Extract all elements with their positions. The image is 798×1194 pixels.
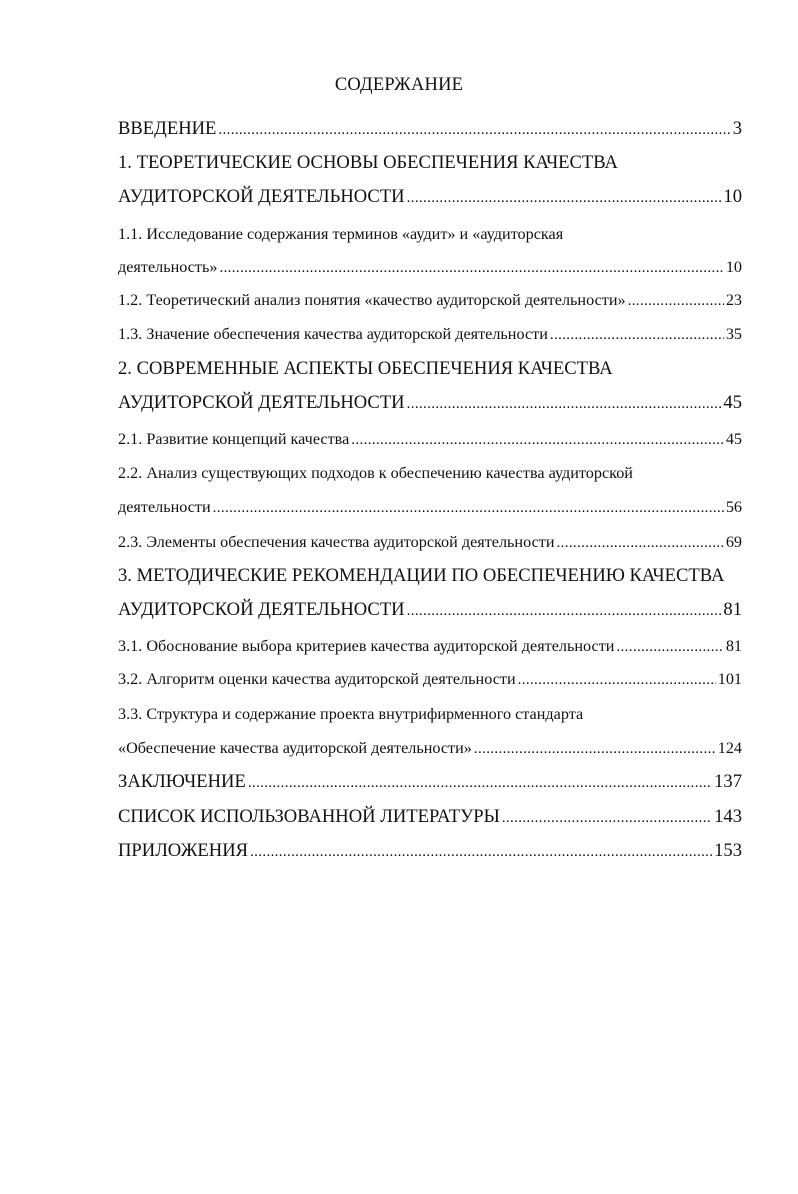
dot-leader <box>474 735 716 762</box>
toc-page-number: 124 <box>717 739 742 757</box>
dot-leader <box>213 494 724 521</box>
toc-page-number: 45 <box>725 430 742 448</box>
dot-leader <box>407 390 722 417</box>
toc-entry-label: «Обеспечение качества аудиторской деятельности» <box>118 739 472 757</box>
toc-entry-label: 1. ТЕОРЕТИЧЕСКИЕ ОСНОВЫ ОБЕСПЕЧЕНИЯ КАЧЕСТВА <box>118 152 618 173</box>
dot-leader <box>407 184 722 211</box>
toc-entry-label: деятельность» <box>118 258 218 276</box>
toc-page-number: 45 <box>723 392 742 413</box>
toc-entry-label: 2.2. Анализ существующих подходов к обеспечению качества аудиторской <box>118 464 633 482</box>
toc-entry-label: ЗАКЛЮЧЕНИЕ <box>118 771 246 792</box>
dot-leader <box>250 838 712 865</box>
toc-entry-conclusion <box>118 769 742 796</box>
toc-page-number: 81 <box>725 637 742 655</box>
dot-leader <box>407 597 722 624</box>
dot-leader <box>628 287 724 314</box>
toc-page-number: 23 <box>725 291 742 309</box>
dot-leader <box>550 321 724 348</box>
dot-leader <box>557 529 724 556</box>
toc-entry-label: ВВЕДЕНИЕ <box>118 118 217 139</box>
dot-leader <box>616 633 723 660</box>
toc-section-1-1-heading <box>118 221 742 247</box>
toc-chapter-2-heading <box>118 356 742 382</box>
toc-entry-label: 2. СОВРЕМЕННЫЕ АСПЕКТЫ ОБЕСПЕЧЕНИЯ КАЧЕСТВА <box>118 358 613 379</box>
toc-section-2-1 <box>118 426 742 453</box>
dot-leader <box>219 254 723 281</box>
toc-entry-label: АУДИТОРСКОЙ ДЕЯТЕЛЬНОСТИ <box>118 392 405 413</box>
toc-entry-appendices <box>118 838 742 865</box>
toc-page-number: 143 <box>714 806 742 827</box>
toc-section-1-1-entry <box>118 254 742 281</box>
toc-entry-references <box>118 804 742 831</box>
toc-section-1-3 <box>118 321 742 348</box>
toc-entry-label: 3. МЕТОДИЧЕСКИЕ РЕКОМЕНДАЦИИ ПО ОБЕСПЕЧЕНИЮ КАЧЕСТВА <box>118 565 725 586</box>
toc-page-number: 35 <box>725 325 742 343</box>
toc-entry-label: АУДИТОРСКОЙ ДЕЯТЕЛЬНОСТИ <box>118 599 405 620</box>
toc-page-number: 137 <box>714 771 742 792</box>
toc-chapter-3-entry <box>118 597 742 624</box>
toc-entry-label: 2.3. Элементы обеспечения качества аудиторской деятельности <box>118 533 555 551</box>
toc-page-number: 10 <box>723 186 742 207</box>
dot-leader <box>502 804 712 831</box>
toc-page-number: 153 <box>714 840 742 861</box>
toc-page-number: 10 <box>725 258 742 276</box>
toc-section-3-1 <box>118 633 742 660</box>
toc-entry-label: 3.1. Обоснование выбора критериев качества аудиторской деятельности <box>118 637 615 655</box>
toc-page-number: 81 <box>723 599 742 620</box>
toc-chapter-2-entry <box>118 390 742 417</box>
toc-chapter-1-entry <box>118 184 742 211</box>
toc-section-2-2-entry <box>118 494 742 521</box>
dot-leader <box>218 116 730 143</box>
toc-entry-label: АУДИТОРСКОЙ ДЕЯТЕЛЬНОСТИ <box>118 186 405 207</box>
dot-leader <box>518 666 716 693</box>
toc-chapter-3-heading <box>118 563 742 589</box>
toc-entry-label: 1.1. Исследование содержания терминов «аудит» и «аудиторская <box>118 225 564 243</box>
toc-page-number: 69 <box>725 533 742 551</box>
toc-entry-label: 1.2. Теоретический анализ понятия «качество аудиторской деятельности» <box>118 291 626 309</box>
toc-section-3-3-heading <box>118 701 742 727</box>
dot-leader <box>248 769 712 796</box>
toc-section-3-3-entry <box>118 735 742 762</box>
toc-section-2-3 <box>118 529 742 556</box>
toc-entry-label: 3.3. Структура и содержание проекта внутрифирменного стандарта <box>118 705 584 723</box>
toc-entry-label: деятельности <box>118 498 211 516</box>
toc-section-2-2-heading <box>118 460 742 486</box>
toc-entry-label: СПИСОК ИСПОЛЬЗОВАННОЙ ЛИТЕРАТУРЫ <box>118 806 500 827</box>
toc-page-number: 101 <box>717 670 742 688</box>
toc-title: СОДЕРЖАНИЕ <box>334 75 464 95</box>
toc-entry-label: 1.3. Значение обеспечения качества аудиторской деятельности <box>118 325 548 343</box>
toc-entry-label: 2.1. Развитие концепций качества <box>118 430 350 448</box>
toc-entry-label: ПРИЛОЖЕНИЯ <box>118 840 249 861</box>
dot-leader <box>351 426 724 453</box>
toc-page-number: 56 <box>725 498 742 516</box>
toc-section-3-2 <box>118 666 742 693</box>
toc-section-1-2 <box>118 287 742 314</box>
toc-entry-introduction <box>118 116 742 143</box>
toc-entry-label: 3.2. Алгоритм оценки качества аудиторской деятельности <box>118 670 516 688</box>
toc-chapter-1-heading <box>118 150 742 176</box>
toc-page-number: 3 <box>732 118 742 139</box>
table-of-contents <box>118 0 742 1194</box>
